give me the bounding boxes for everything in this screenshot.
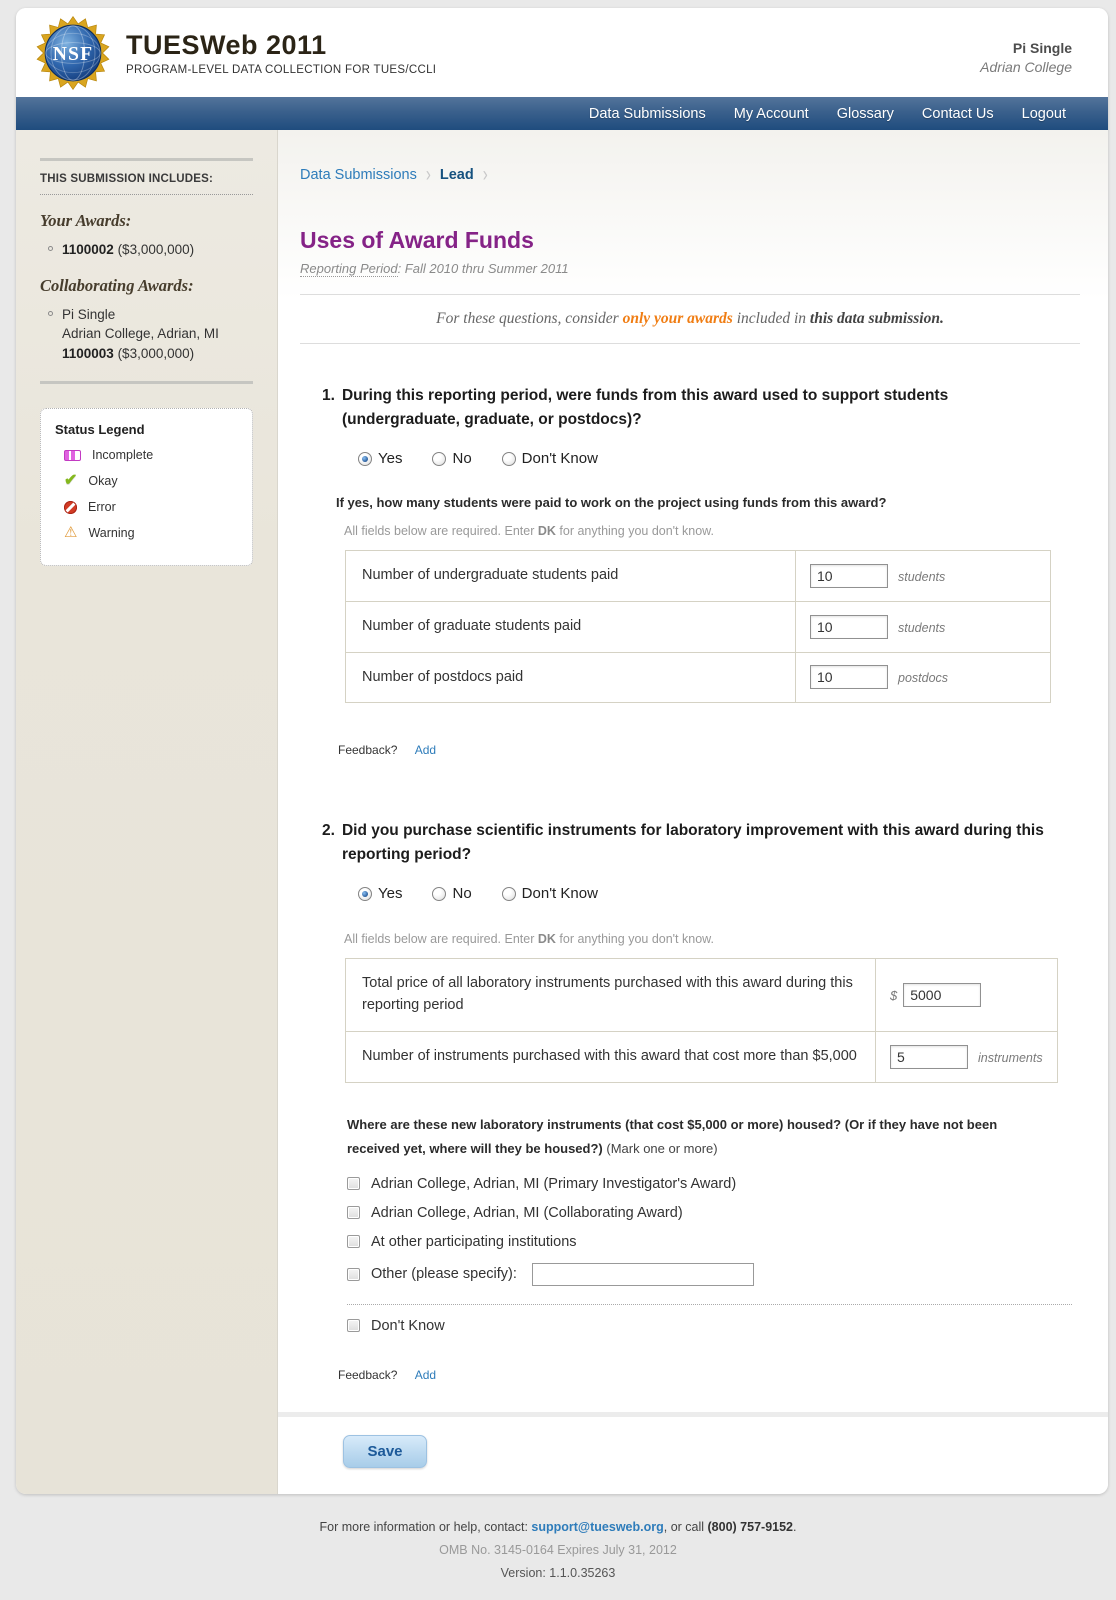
- version-number: Version: 1.1.0.35263: [500, 1565, 616, 1580]
- radio-label: No: [452, 450, 472, 468]
- submission-sidebar: [16, 130, 278, 1494]
- housed-question-note: (Mark one or more): [602, 1141, 718, 1157]
- breadcrumb-lead: Lead: [439, 166, 474, 183]
- nsf-logo: [36, 16, 110, 90]
- checkbox-icon[interactable]: [347, 1206, 360, 1219]
- dotted-divider: [347, 1304, 1072, 1305]
- note-bold: this data submission.: [809, 310, 944, 327]
- unit-label: postdocs: [898, 671, 949, 686]
- instruments-table: [345, 958, 1058, 1082]
- radio-option-no[interactable]: [432, 885, 471, 902]
- collaborating-award-text: [62, 305, 219, 364]
- checkbox-icon[interactable]: [347, 1319, 360, 1332]
- legend-item-error: [64, 500, 238, 514]
- checkbox-label: Don't Know: [371, 1317, 445, 1334]
- note-text: All fields below are required. Enter: [344, 524, 538, 539]
- checkbox-label: Adrian College, Adrian, MI (Primary Investigator's Award): [371, 1175, 737, 1192]
- currency-label: $: [890, 988, 898, 1004]
- app-subtitle: PROGRAM-LEVEL DATA COLLECTION FOR TUES/CCLI: [126, 63, 437, 76]
- question-2-text-row: [322, 819, 1080, 867]
- row-value-cell: [796, 601, 1051, 652]
- row-label: Total price of all laboratory instruments purchased with this award during this reporting period: [346, 959, 876, 1032]
- row-value-cell: [876, 1031, 1058, 1082]
- note-highlight: only your awards: [622, 310, 733, 327]
- table-row: [346, 1031, 1058, 1082]
- required-fields-note: [344, 524, 1080, 538]
- divider: [40, 381, 253, 384]
- table-row: [346, 551, 1051, 602]
- other-specify-input[interactable]: [532, 1263, 754, 1286]
- bullet-icon: [48, 311, 53, 316]
- support-email-link[interactable]: support@tuesweb.org: [531, 1519, 664, 1534]
- dk-bold: DK: [537, 932, 556, 947]
- note-text: For these questions, consider: [436, 310, 623, 327]
- feedback-add-link[interactable]: Add: [414, 1367, 437, 1382]
- divider: [40, 158, 253, 161]
- checkbox-icon[interactable]: [347, 1177, 360, 1190]
- nav-data-submissions[interactable]: Data Submissions: [588, 105, 706, 122]
- checkbox-option-other-institutions[interactable]: [347, 1234, 1080, 1250]
- radio-button-icon[interactable]: [358, 452, 372, 466]
- question-text: Did you purchase scientific instruments for laboratory improvement with this award during this reporting period?: [341, 822, 1044, 864]
- status-legend-title: Status Legend: [55, 422, 145, 438]
- reporting-period-value: : Fall 2010 thru Summer 2011: [397, 261, 569, 276]
- checkbox-option-collab-award[interactable]: [347, 1205, 1080, 1221]
- question-text: During this reporting period, were funds from this award used to support students (undergraduate, graduate, or postdocs)?: [341, 387, 949, 429]
- submission-includes-heading: THIS SUBMISSION INCLUDES:: [40, 173, 253, 195]
- radio-label: No: [452, 885, 472, 903]
- main-navbar: [16, 97, 1108, 130]
- row-value-cell: [796, 551, 1051, 602]
- radio-label: Yes: [378, 450, 403, 468]
- radio-label: Don't Know: [521, 885, 598, 903]
- question-1-subquestion: If yes, how many students were paid to work on the project using funds from this award?: [336, 495, 887, 511]
- question-1-radio-group: [358, 450, 1080, 467]
- bullet-icon: [48, 246, 53, 251]
- omb-number: OMB No. 3145-0164 Expires July 31, 2012: [439, 1542, 677, 1557]
- radio-button-icon[interactable]: [358, 887, 372, 901]
- legend-label: Okay: [88, 474, 118, 489]
- main-content: [278, 130, 1108, 1494]
- checkbox-icon[interactable]: [347, 1235, 360, 1248]
- app-title: TUESWeb 2011: [126, 29, 327, 60]
- row-value-cell: [876, 959, 1058, 1032]
- radio-label: Don't Know: [521, 450, 598, 468]
- required-fields-note: [344, 932, 1080, 946]
- legend-label: Incomplete: [92, 448, 154, 463]
- table-row: [346, 959, 1058, 1032]
- unit-label: students: [898, 569, 946, 584]
- chevron-right-icon: ›: [425, 162, 431, 187]
- legend-item-incomplete: [64, 448, 238, 462]
- question-2-radio-group: [358, 885, 1080, 902]
- unit-label: students: [898, 620, 946, 635]
- housed-checkbox-list: [347, 1176, 1080, 1286]
- question-1: [322, 384, 1080, 757]
- checkbox-option-pi-award[interactable]: [347, 1176, 1080, 1192]
- your-awards-heading: Your Awards:: [40, 211, 132, 230]
- radio-option-no[interactable]: [432, 450, 471, 467]
- title-block: [126, 30, 980, 76]
- save-button[interactable]: Save: [343, 1435, 427, 1468]
- footer-text: For more information or help, contact:: [319, 1519, 532, 1534]
- collaborating-awards-heading: Collaborating Awards:: [40, 275, 194, 295]
- checkbox-icon[interactable]: [347, 1268, 360, 1281]
- unit-label: instruments: [978, 1050, 1043, 1065]
- page-title: Uses of Award Funds: [300, 227, 534, 253]
- chevron-right-icon: ›: [482, 162, 488, 187]
- question-2-feedback: [338, 1368, 1080, 1382]
- collab-pi: Pi Single: [62, 306, 116, 322]
- row-label: Number of undergraduate students paid: [346, 551, 796, 602]
- row-value-cell: [796, 652, 1051, 703]
- radio-button-icon[interactable]: [432, 452, 446, 466]
- legend-label: Warning: [88, 525, 135, 540]
- your-award-item: [48, 240, 253, 260]
- feedback-add-link[interactable]: Add: [414, 743, 437, 758]
- nav-my-account[interactable]: My Account: [733, 105, 809, 122]
- grad-students-input[interactable]: [810, 615, 888, 639]
- radio-label: Yes: [378, 885, 403, 903]
- dk-bold: DK: [537, 524, 556, 539]
- feedback-label: Feedback?: [338, 743, 398, 758]
- legend-label: Error: [88, 500, 116, 515]
- checkbox-label: Other (please specify):: [371, 1266, 517, 1283]
- radio-option-dont-know[interactable]: [502, 885, 598, 902]
- question-number: 2.: [322, 822, 335, 840]
- note-text: All fields below are required. Enter: [344, 932, 538, 947]
- dont-know-row: [347, 1318, 1080, 1334]
- footer-help-line: [0, 1520, 1116, 1534]
- legend-item-okay: [64, 473, 238, 489]
- table-row: [346, 601, 1051, 652]
- warning-icon: ⚠: [64, 524, 78, 542]
- checkbox-label: At other participating institutions: [371, 1233, 577, 1250]
- status-legend: [40, 408, 253, 566]
- note-text: included in: [732, 310, 810, 327]
- students-paid-table: [345, 550, 1051, 703]
- radio-button-icon[interactable]: [432, 887, 446, 901]
- app-header: [16, 8, 1108, 97]
- collaborating-award-item: [48, 305, 253, 364]
- radio-option-yes[interactable]: [358, 885, 402, 902]
- footer-text: , or call: [663, 1519, 708, 1534]
- postdocs-input[interactable]: [810, 665, 888, 689]
- incomplete-progress-icon: [64, 450, 81, 461]
- collab-org: Adrian College, Adrian, MI: [62, 326, 219, 342]
- footer-text: .: [793, 1519, 797, 1534]
- undergrad-students-input[interactable]: [810, 564, 888, 588]
- award-amount: ($3,000,000): [113, 242, 195, 257]
- your-award-text: [62, 240, 194, 260]
- nav-glossary[interactable]: Glossary: [836, 105, 894, 122]
- feedback-label: Feedback?: [338, 1367, 398, 1382]
- radio-button-icon[interactable]: [502, 887, 516, 901]
- radio-option-yes[interactable]: [358, 450, 402, 467]
- row-label: Number of graduate students paid: [346, 601, 796, 652]
- radio-button-icon[interactable]: [502, 452, 516, 466]
- award-number: 1100003: [62, 345, 114, 361]
- breadcrumb: [300, 162, 1080, 187]
- row-label: Number of postdocs paid: [346, 652, 796, 703]
- note-text: for anything you don't know.: [555, 524, 714, 539]
- housed-question-bold: Where are these new laboratory instruments (that cost $5,000 or more) housed? (Or if they have not been received yet, where will they be housed?): [347, 1116, 998, 1157]
- user-name: Pi Single: [1012, 40, 1072, 56]
- page-footer: [0, 1494, 1116, 1600]
- num-instruments-input[interactable]: [890, 1045, 968, 1069]
- note-text: for anything you don't know.: [555, 932, 714, 947]
- total-price-input[interactable]: [903, 983, 981, 1007]
- row-label: Number of instruments purchased with this award that cost more than $5,000: [346, 1031, 876, 1082]
- save-section-divider: [278, 1412, 1108, 1417]
- question-number: 1.: [322, 387, 335, 404]
- checkbox-label: Adrian College, Adrian, MI (Collaborating Award): [371, 1204, 683, 1221]
- reporting-period: [300, 261, 1080, 276]
- check-icon: ✔: [64, 472, 78, 490]
- nav-contact-us[interactable]: Contact Us: [921, 105, 994, 122]
- question-1-text-row: [322, 384, 1080, 432]
- legend-item-warning: [64, 525, 238, 540]
- user-organization: Adrian College: [980, 59, 1072, 75]
- user-info: [980, 30, 1072, 75]
- question-1-feedback: [338, 743, 1080, 757]
- checkbox-option-dont-know[interactable]: [347, 1318, 1080, 1334]
- nav-logout[interactable]: Logout: [1021, 105, 1066, 122]
- question-2: [322, 819, 1080, 1382]
- error-icon: [64, 501, 77, 514]
- instruction-note: [300, 294, 1080, 344]
- app-card: [16, 8, 1108, 1494]
- svg-text:NSF: NSF: [52, 42, 94, 65]
- reporting-period-label: Reporting Period: [300, 261, 398, 276]
- housed-question: [347, 1113, 1042, 1162]
- radio-option-dont-know[interactable]: [502, 450, 598, 467]
- breadcrumb-data-submissions[interactable]: Data Submissions: [300, 166, 417, 183]
- award-amount: ($3,000,000): [113, 345, 195, 361]
- table-row: [346, 652, 1051, 703]
- award-number: 1100002: [62, 242, 114, 257]
- checkbox-option-other-specify[interactable]: [347, 1263, 1080, 1286]
- support-phone: (800) 757-9152: [707, 1519, 793, 1534]
